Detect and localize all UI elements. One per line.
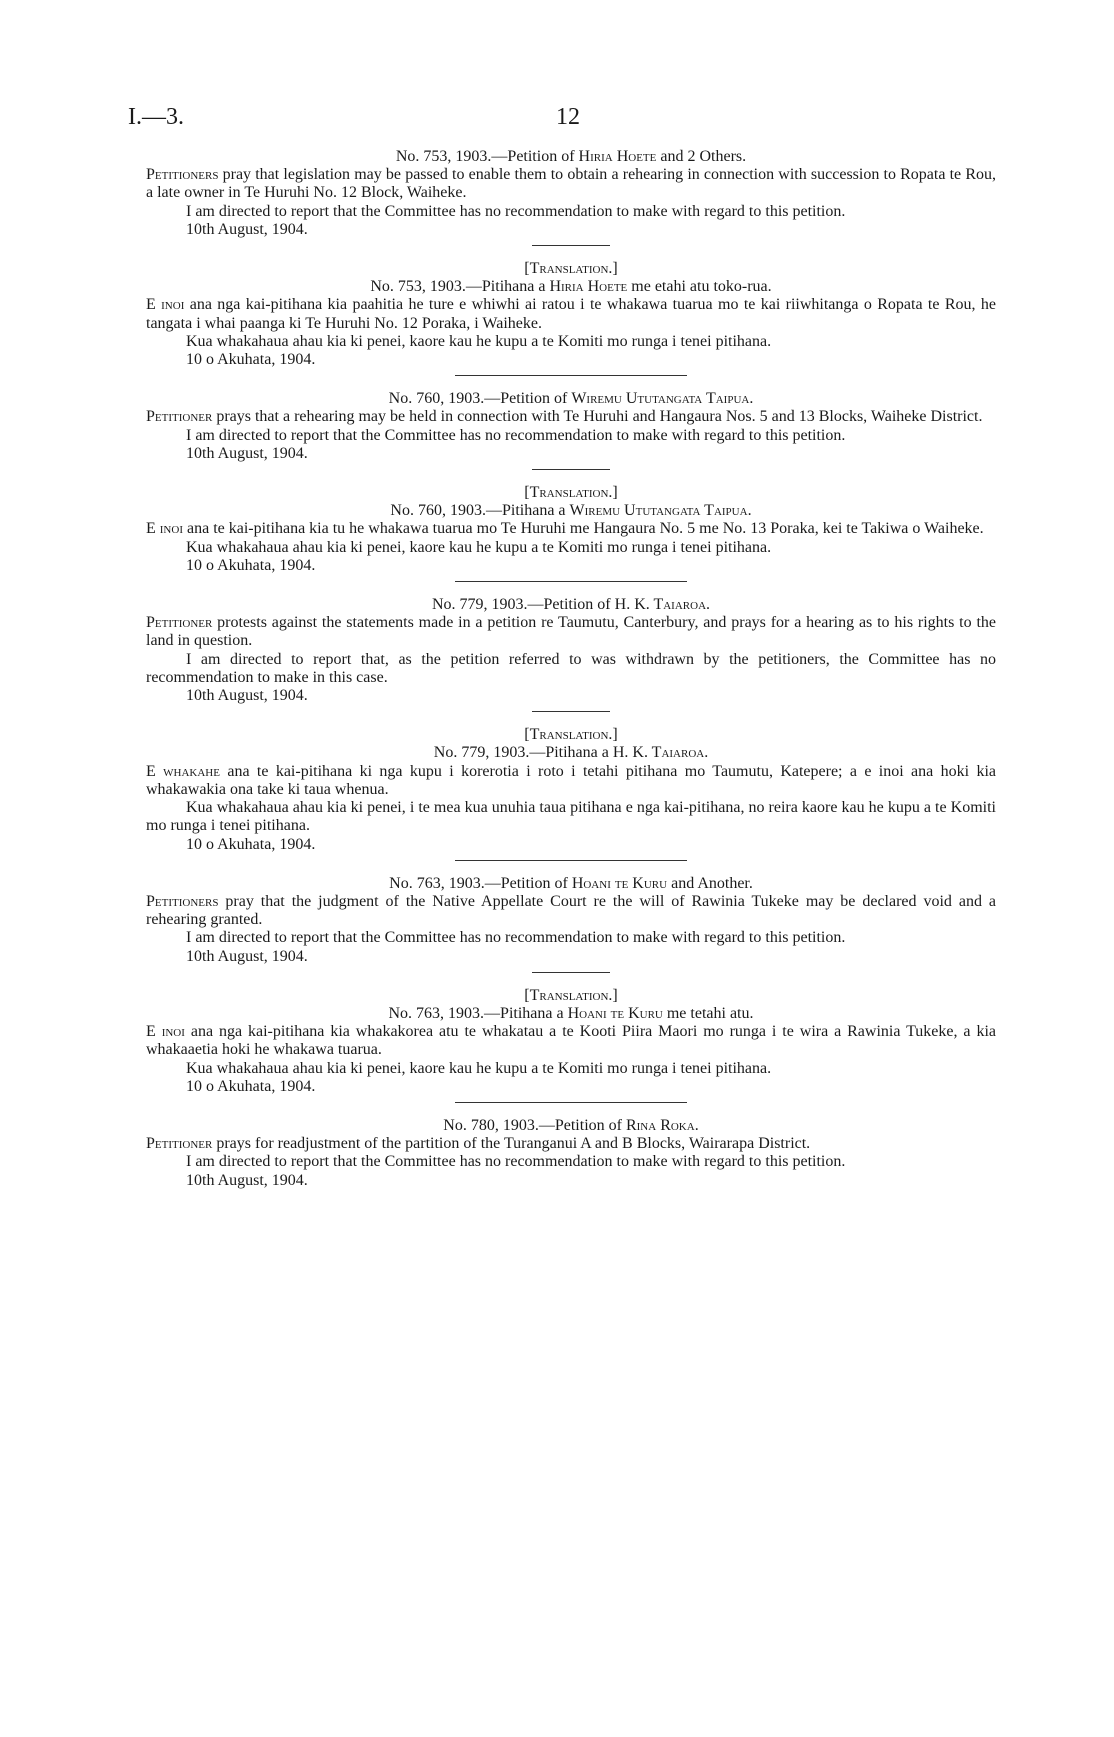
report-text: I am directed to report that the Committee has no recommendation to make with regard to this petition. <box>186 929 846 947</box>
section-date: 10th August, 1904. <box>186 947 308 965</box>
petition-text: E inoi ana nga kai-pitihana kia whakakorea atu te whakatau a te Kooti Piira Maori mo runga i te wira a Rawinia Tukeke, a kia whakaaetia hoki he whakawa tuarua. <box>146 1023 996 1059</box>
report-text: I am directed to report that the Committee has no recommendation to make with regard to this petition. <box>186 426 846 444</box>
divider <box>455 375 687 376</box>
report-text: I am directed to report that, as the petition referred to was withdrawn by the petitioners, the Committee has no recommendation to make in this case. <box>146 650 996 686</box>
translation-label: [Translation.] <box>524 484 618 502</box>
section-date: 10 o Akuhata, 1904. <box>186 351 316 369</box>
translation-section <box>146 484 996 575</box>
petition-text: E whakahe ana te kai-pitihana ki nga kupu i korerotia i roto i tetahi pitihana mo Taumutu, Katepere; a e inoi ana hoki kia whakawakia ona take ki taua whenua. <box>146 762 996 798</box>
section-date: 10 o Akuhata, 1904. <box>186 835 316 853</box>
section-date: 10 o Akuhata, 1904. <box>186 556 316 574</box>
divider <box>455 581 687 582</box>
petition-text: E inoi ana nga kai-pitihana kia paahitia he ture e whiwhi ai ratou i te whakawa tuarua mo te kai riiwhitanga o Ropata te Rou, he tangata i whai paanga ki Te Huruhi No. 12 Poraka, i Waiheke. <box>146 296 996 332</box>
divider <box>455 860 687 861</box>
report-text: Kua whakahaua ahau kia ki penei, i te mea kua unuhia taua pitihana e nga kai-pitihana, no reira kaore kau he kupu a te Komiti mo runga i tenei pitihana. <box>146 799 996 835</box>
section-date: 10th August, 1904. <box>186 444 308 462</box>
section-title: No. 753, 1903.—Pitihana a Hiria Hoete me etahi atu toko-rua. <box>370 278 772 296</box>
translation-section <box>146 260 996 369</box>
report-text: Kua whakahaua ahau kia ki penei, kaore kau he kupu a te Komiti mo runga i tenei pitihana. <box>186 1059 772 1077</box>
section-title: No. 753, 1903.—Petition of Hiria Hoete and 2 Others. <box>395 148 747 165</box>
section-title: No. 779, 1903.—Petition of H. K. Taiaroa. <box>431 596 711 614</box>
section-title: No. 763, 1903.—Petition of Hoani te Kuru and Another. <box>389 874 753 892</box>
translation-label: [Translation.] <box>524 260 618 278</box>
petition-section <box>146 390 996 463</box>
section-date: 10th August, 1904. <box>186 1171 308 1189</box>
section-date: 10th August, 1904. <box>186 220 308 238</box>
translation-section <box>146 987 996 1096</box>
page-content <box>146 148 996 1190</box>
section-title: No. 780, 1903.—Petition of Rina Roka. <box>443 1116 699 1134</box>
divider <box>532 245 610 246</box>
translation-label: [Translation.] <box>524 726 618 744</box>
section-date: 10th August, 1904. <box>186 687 308 705</box>
translation-label: [Translation.] <box>524 986 618 1004</box>
petition-section <box>146 148 996 239</box>
document-code: I.—3. <box>128 104 184 130</box>
section-title: No. 760, 1903.—Petition of Wiremu Ututangata Taipua. <box>388 390 754 408</box>
petition-text: Petitioner protests against the statements made in a petition re Taumutu, Canterbury, and prays for a hearing as to his rights to the land in question. <box>146 614 996 650</box>
petition-text: Petitioners pray that legislation may be passed to enable them to obtain a rehearing in connection with succession to Ropata te Rou, a late owner in Te Huruhi No. 12 Block, Waiheke. <box>146 166 996 202</box>
petition-section <box>146 596 996 705</box>
divider <box>532 711 610 712</box>
petition-section <box>146 875 996 966</box>
divider <box>532 972 610 973</box>
petition-text: E inoi ana te kai-pitihana kia tu he whakawa tuarua mo Te Huruhi me Hangaura No. 5 me No. 13 Poraka, kei te Takiwa o Waiheke. <box>146 520 984 538</box>
report-text: I am directed to report that the Committee has no recommendation to make with regard to this petition. <box>186 1153 846 1171</box>
page-header <box>128 104 998 134</box>
report-text: I am directed to report that the Committee has no recommendation to make with regard to this petition. <box>186 202 846 220</box>
report-text: Kua whakahaua ahau kia ki penei, kaore kau he kupu a te Komiti mo runga i tenei pitihana. <box>186 332 772 350</box>
divider <box>532 469 610 470</box>
petition-text: Petitioners pray that the judgment of the Native Appellate Court re the will of Rawinia Tukeke may be declared void and a rehearing granted. <box>146 892 996 929</box>
petition-section <box>146 1117 996 1190</box>
petition-text: Petitioner prays for readjustment of the partition of the Turanganui A and B Blocks, Wairarapa District. <box>146 1135 811 1153</box>
divider <box>455 1102 687 1103</box>
translation-section <box>146 726 996 853</box>
section-title: No. 760, 1903.—Pitihana a Wiremu Ututangata Taipua. <box>390 502 752 520</box>
section-date: 10 o Akuhata, 1904. <box>186 1077 316 1095</box>
petition-text: Petitioner prays that a rehearing may be held in connection with Te Huruhi and Hangaura Nos. 5 and 13 Blocks, Waiheke District. <box>146 408 983 426</box>
section-title: No. 779, 1903.—Pitihana a H. K. Taiaroa. <box>433 744 709 762</box>
page-number: 12 <box>556 104 580 130</box>
report-text: Kua whakahaua ahau kia ki penei, kaore kau he kupu a te Komiti mo runga i tenei pitihana. <box>186 538 772 556</box>
section-title: No. 763, 1903.—Pitihana a Hoani te Kuru me tetahi atu. <box>388 1004 754 1022</box>
